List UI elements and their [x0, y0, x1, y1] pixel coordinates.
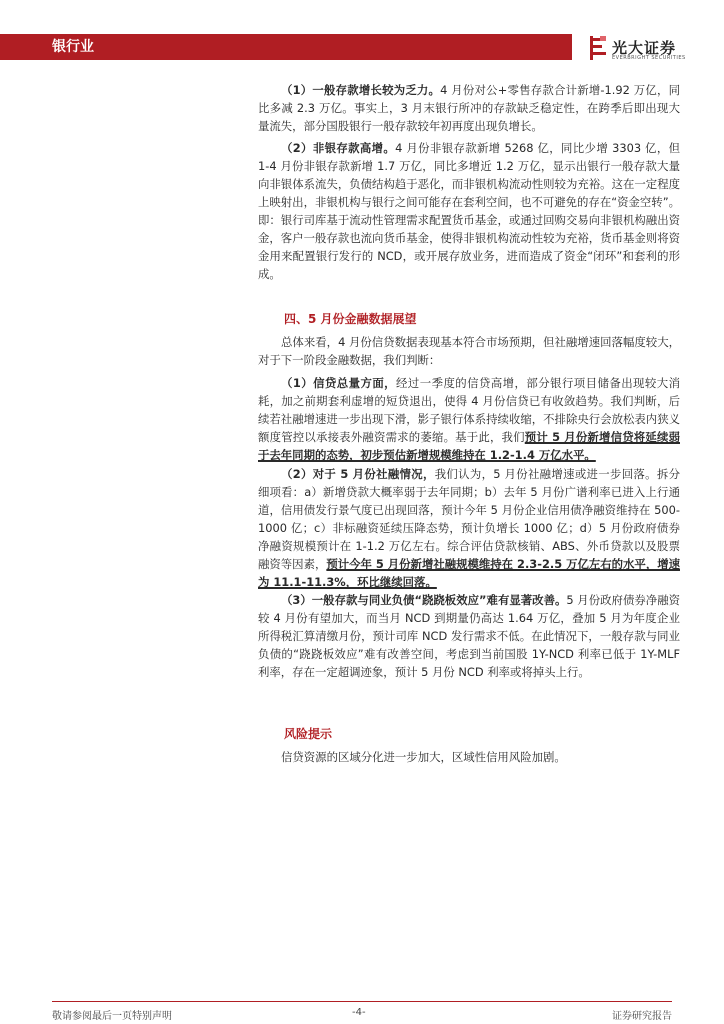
paragraph-text: 5 月份政府债券净融资较 4 月份有望加大，而当月 NCD 到期量仍高达 1.64 万亿，叠加 5 月为年度企业所得税汇算清缴月份，预计司库 NCD 发行需求不低。在此情况下，一般存款与同业负债的“跷跷板效应”难有改善空间，考虑到当前国股 1Y-NCD 利率已低于 1Y-MLF 利率，存在一定超调迹象，预计 5 月份 NCD 利率或将掉头上行。	[258, 593, 680, 679]
paragraph-deposit-weak	[258, 81, 680, 135]
footer-report-type: 证券研究报告	[612, 1011, 672, 1022]
company-logo	[588, 34, 712, 64]
section-label: 银行业	[52, 39, 94, 55]
footer-disclaimer: 敬请参阅最后一页特别声明	[52, 1011, 172, 1022]
paragraph-overview	[258, 333, 680, 369]
paragraph-risk	[258, 748, 680, 766]
paragraph-text: 4 月份对公+零售存款合计新增-1.92 万亿，同比多减 2.3 万亿。事实上，3 月末银行所冲的存款缺乏稳定性，在跨季后即出现大量流失，部分国股银行一般存款较年初再度出现负增长。	[258, 83, 680, 133]
paragraph-text: 总体来看，4 月份信贷数据表现基本符合市场预期，但社融增速回落幅度较大，对于下一阶段金融数据，我们判断：	[258, 335, 680, 367]
logo-icon	[588, 36, 608, 60]
paragraph-text: 信贷资源的区域分化进一步加大，区域性信用风险加剧。	[281, 750, 566, 764]
paragraph-highlight: 预计 5 月份新增信贷将延续弱于去年同期的态势，初步预估新增规模维持在 1.2-1.4 万亿水平。	[258, 430, 680, 462]
paragraph-lead: （2）对于 5 月份社融情况，	[281, 467, 435, 481]
logo-name: 光大证券	[612, 39, 677, 57]
logo-subtitle: EVERBRIGHT SECURITIES	[612, 55, 686, 61]
paragraph-social-financing	[258, 465, 680, 591]
footer-divider	[52, 1001, 672, 1002]
paragraph-text: 经过一季度的信贷高增，部分银行项目储备出现较大消耗，加之前期套利虚增的短贷退出，使得 4 月份信贷已有收敛趋势。我们判断，后续若社融增速进一步出现下滑，影子银行体系持续收缩，不排除央行会放松表内狭义额度管控以承接表外融资需求的萎缩。基于此，我们	[258, 376, 680, 444]
paragraph-highlight: 预计今年 5 月份新增社融规模维持在 2.3-2.5 万亿左右的水平，增速为 11.1-11.3%，环比继续回落。	[258, 557, 680, 589]
paragraph-seesaw-effect	[258, 591, 680, 681]
section-heading-risk: 风险提示	[284, 727, 333, 741]
paragraph-nonbank-deposit	[258, 139, 680, 283]
paragraph-lead: （1）信贷总量方面，	[281, 376, 397, 390]
paragraph-text: 我们认为，5 月份社融增速或进一步回落。拆分细项看：a）新增贷款大概率弱于去年同期；b）去年 5 月份广谱利率已进入上行通道，信用债发行景气度已出现回落，预计今年 5 月份企业信用债净融资维持在 500-1000 亿；c）非标融资延续压降态势，预计负增长 1000 亿；d）5 月份政府债券净融资规模预计在 1-1.2 万亿左右。综合评估贷款核销、ABS、外币贷款以及股票融资等因素，	[258, 467, 680, 571]
page-number: -4-	[352, 1007, 366, 1018]
paragraph-credit-total	[258, 374, 680, 464]
paragraph-lead: （1）一般存款增长较为乏力。	[281, 83, 441, 97]
section-heading-outlook: 四、5 月份金融数据展望	[284, 312, 417, 326]
paragraph-lead: （3）一般存款与同业负债“跷跷板效应”难有显著改善。	[281, 593, 567, 607]
paragraph-text: 4 月份非银存款新增 5268 亿，同比少增 3303 亿，但 1-4 月份非银存款新增 1.7 万亿，同比多增近 1.2 万亿，显示出银行一般存款大量向非银体系流失，负债结构趋于恶化，而非银机构流动性则较为充裕。这在一定程度上映射出，非银机构与银行之间可能存在套利空间，也不可避免的存在“资金空转”。即：银行司库基于流动性管理需求配置货币基金，或通过回购交易向非银机构融出资金，客户一般存款也流向货币基金，使得非银机构流动性较为充裕，货币基金则将资金用来配置银行发行的 NCD，或开展存放业务，进而造成了资金“闭环”和套利的形成。	[258, 141, 680, 281]
paragraph-lead: （2）非银存款高增。	[281, 141, 396, 155]
